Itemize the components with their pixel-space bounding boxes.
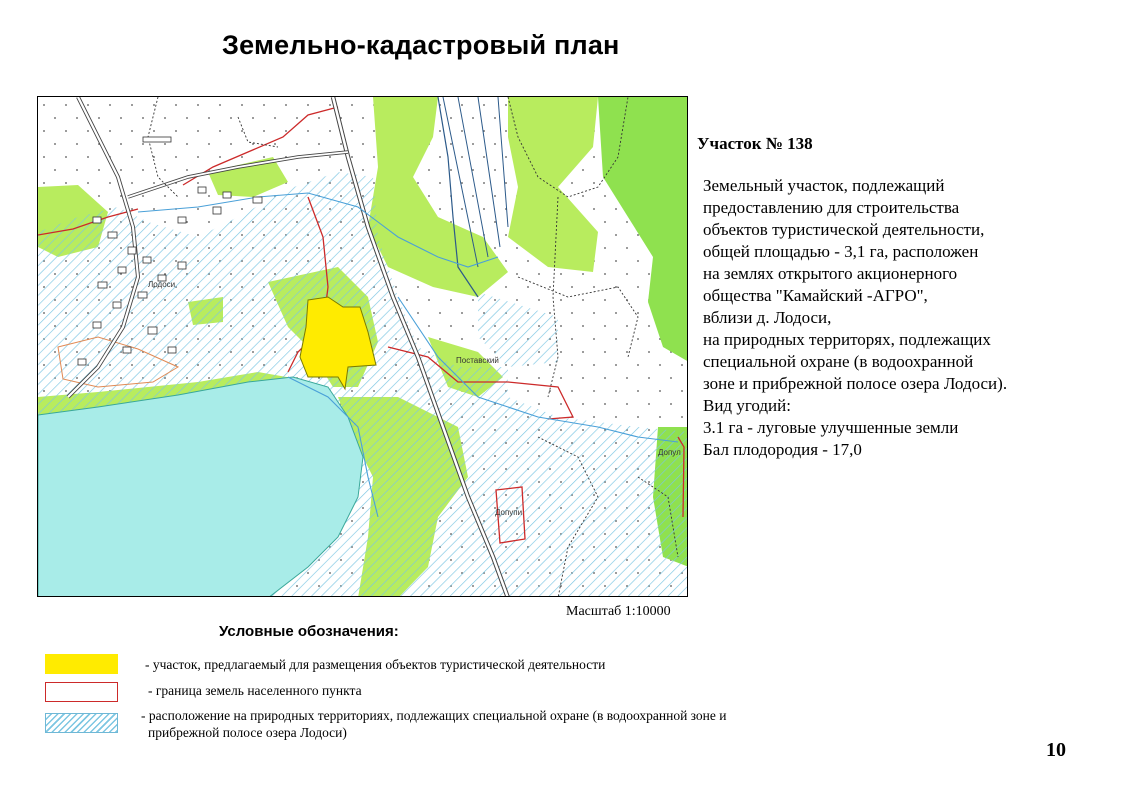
map-scale: Масштаб 1:10000 <box>566 604 671 619</box>
legend-text-protected-zone-1: - расположение на природных территориях, подлежащих специальной охране (в водоохранной зоне и <box>141 708 727 723</box>
description-line: 3.1 га - луговые улучшенные земли <box>703 418 959 437</box>
description-line: предоставлению для строительства <box>703 198 960 217</box>
label-lodosi: Лодоси <box>148 280 176 289</box>
map-canvas <box>38 97 688 597</box>
plot-description <box>703 175 1113 461</box>
legend-text-plot: - участок, предлагаемый для размещения объектов туристической деятельности <box>145 657 606 672</box>
label-dopulya: Допупи <box>495 508 523 517</box>
description-line: общества "Камайский -АГРО", <box>703 286 928 305</box>
legend-title: Условные обозначения: <box>219 623 399 640</box>
plot-title: Участок № 138 <box>697 134 813 153</box>
legend-swatch-settlement-border <box>45 682 118 702</box>
label-dopul-edge: Допул <box>658 448 681 457</box>
label-postavskiy: Поставский <box>456 356 499 365</box>
description-line: Земельный участок, подлежащий <box>703 176 945 195</box>
legend-swatch-plot <box>45 654 118 674</box>
description-line: на землях открытого акционерного <box>703 264 958 283</box>
description-line: специальной охране (в водоохранной <box>703 352 974 371</box>
description-line: на природных территорях, подлежащих <box>703 330 991 349</box>
description-line: общей площадью - 3,1 га, расположен <box>703 242 979 261</box>
legend-text-settlement-border: - граница земель населенного пункта <box>148 683 362 698</box>
description-line: Вид угодий: <box>703 396 791 415</box>
page-title: Земельно-кадастровый план <box>222 30 620 60</box>
description-line: вблизи д. Лодоси, <box>703 308 832 327</box>
cadastral-map <box>37 96 688 597</box>
legend-text-protected-zone-2: прибрежной полосе озера Лодоси) <box>148 725 347 740</box>
legend-swatch-protected-zone <box>45 713 118 733</box>
description-line: объектов туристической деятельности, <box>703 220 985 239</box>
description-line: зоне и прибрежной полосе озера Лодоси). <box>703 374 1008 393</box>
description-line: Бал плодородия - 17,0 <box>703 440 862 459</box>
page-number: 10 <box>1046 739 1066 761</box>
